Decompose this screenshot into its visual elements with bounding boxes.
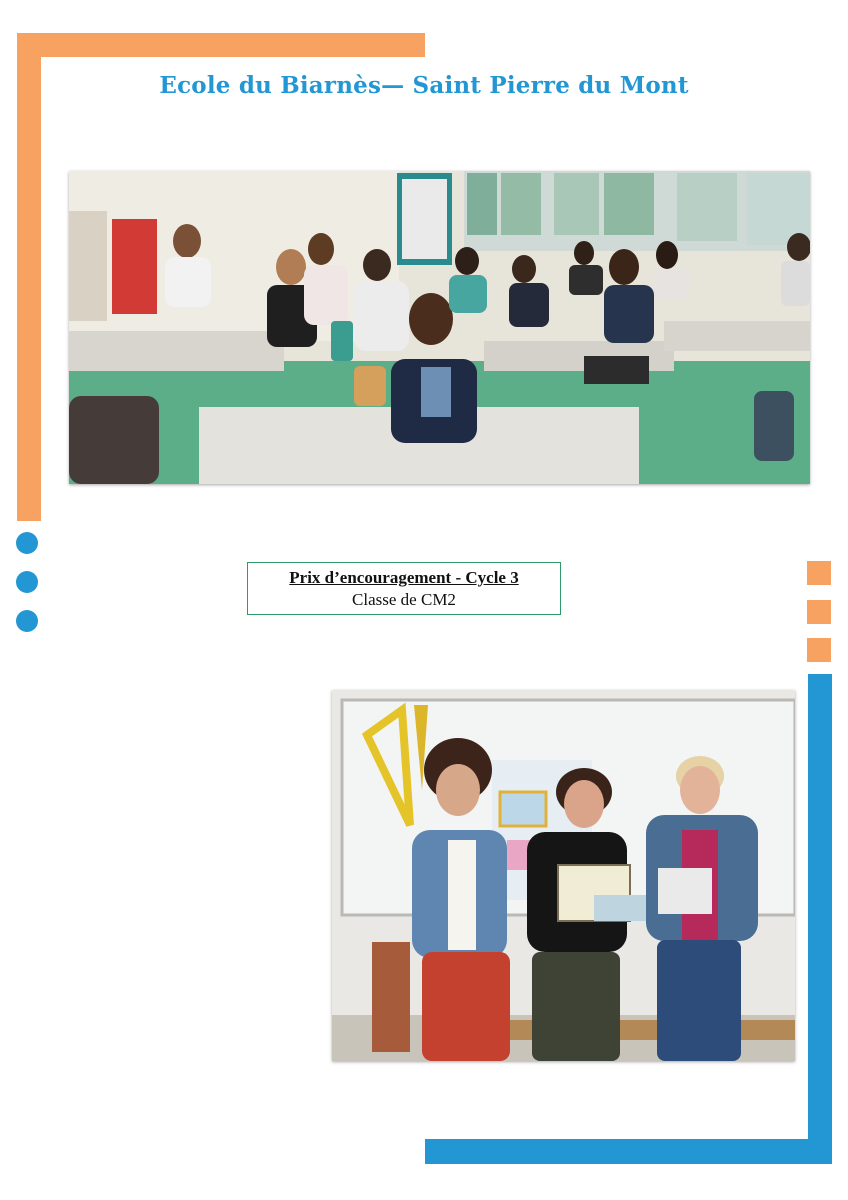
orange-left-bar	[17, 33, 41, 521]
blue-dot	[16, 610, 38, 632]
caption-title: Prix d’encouragement - Cycle 3	[289, 568, 519, 587]
award-ceremony-photo	[332, 690, 795, 1061]
blue-right-bar	[808, 674, 832, 1164]
page-title: Ecole du Biarnès— Saint Pierre du Mont	[159, 72, 689, 99]
caption-subtitle: Classe de CM2	[352, 590, 456, 609]
orange-top-bar	[17, 33, 425, 57]
classroom-photo	[69, 171, 810, 484]
blue-dot	[16, 571, 38, 593]
blue-dot	[16, 532, 38, 554]
orange-square	[807, 638, 831, 662]
orange-square	[807, 561, 831, 585]
caption-box	[247, 562, 561, 615]
orange-square	[807, 600, 831, 624]
blue-bottom-bar	[425, 1139, 832, 1164]
